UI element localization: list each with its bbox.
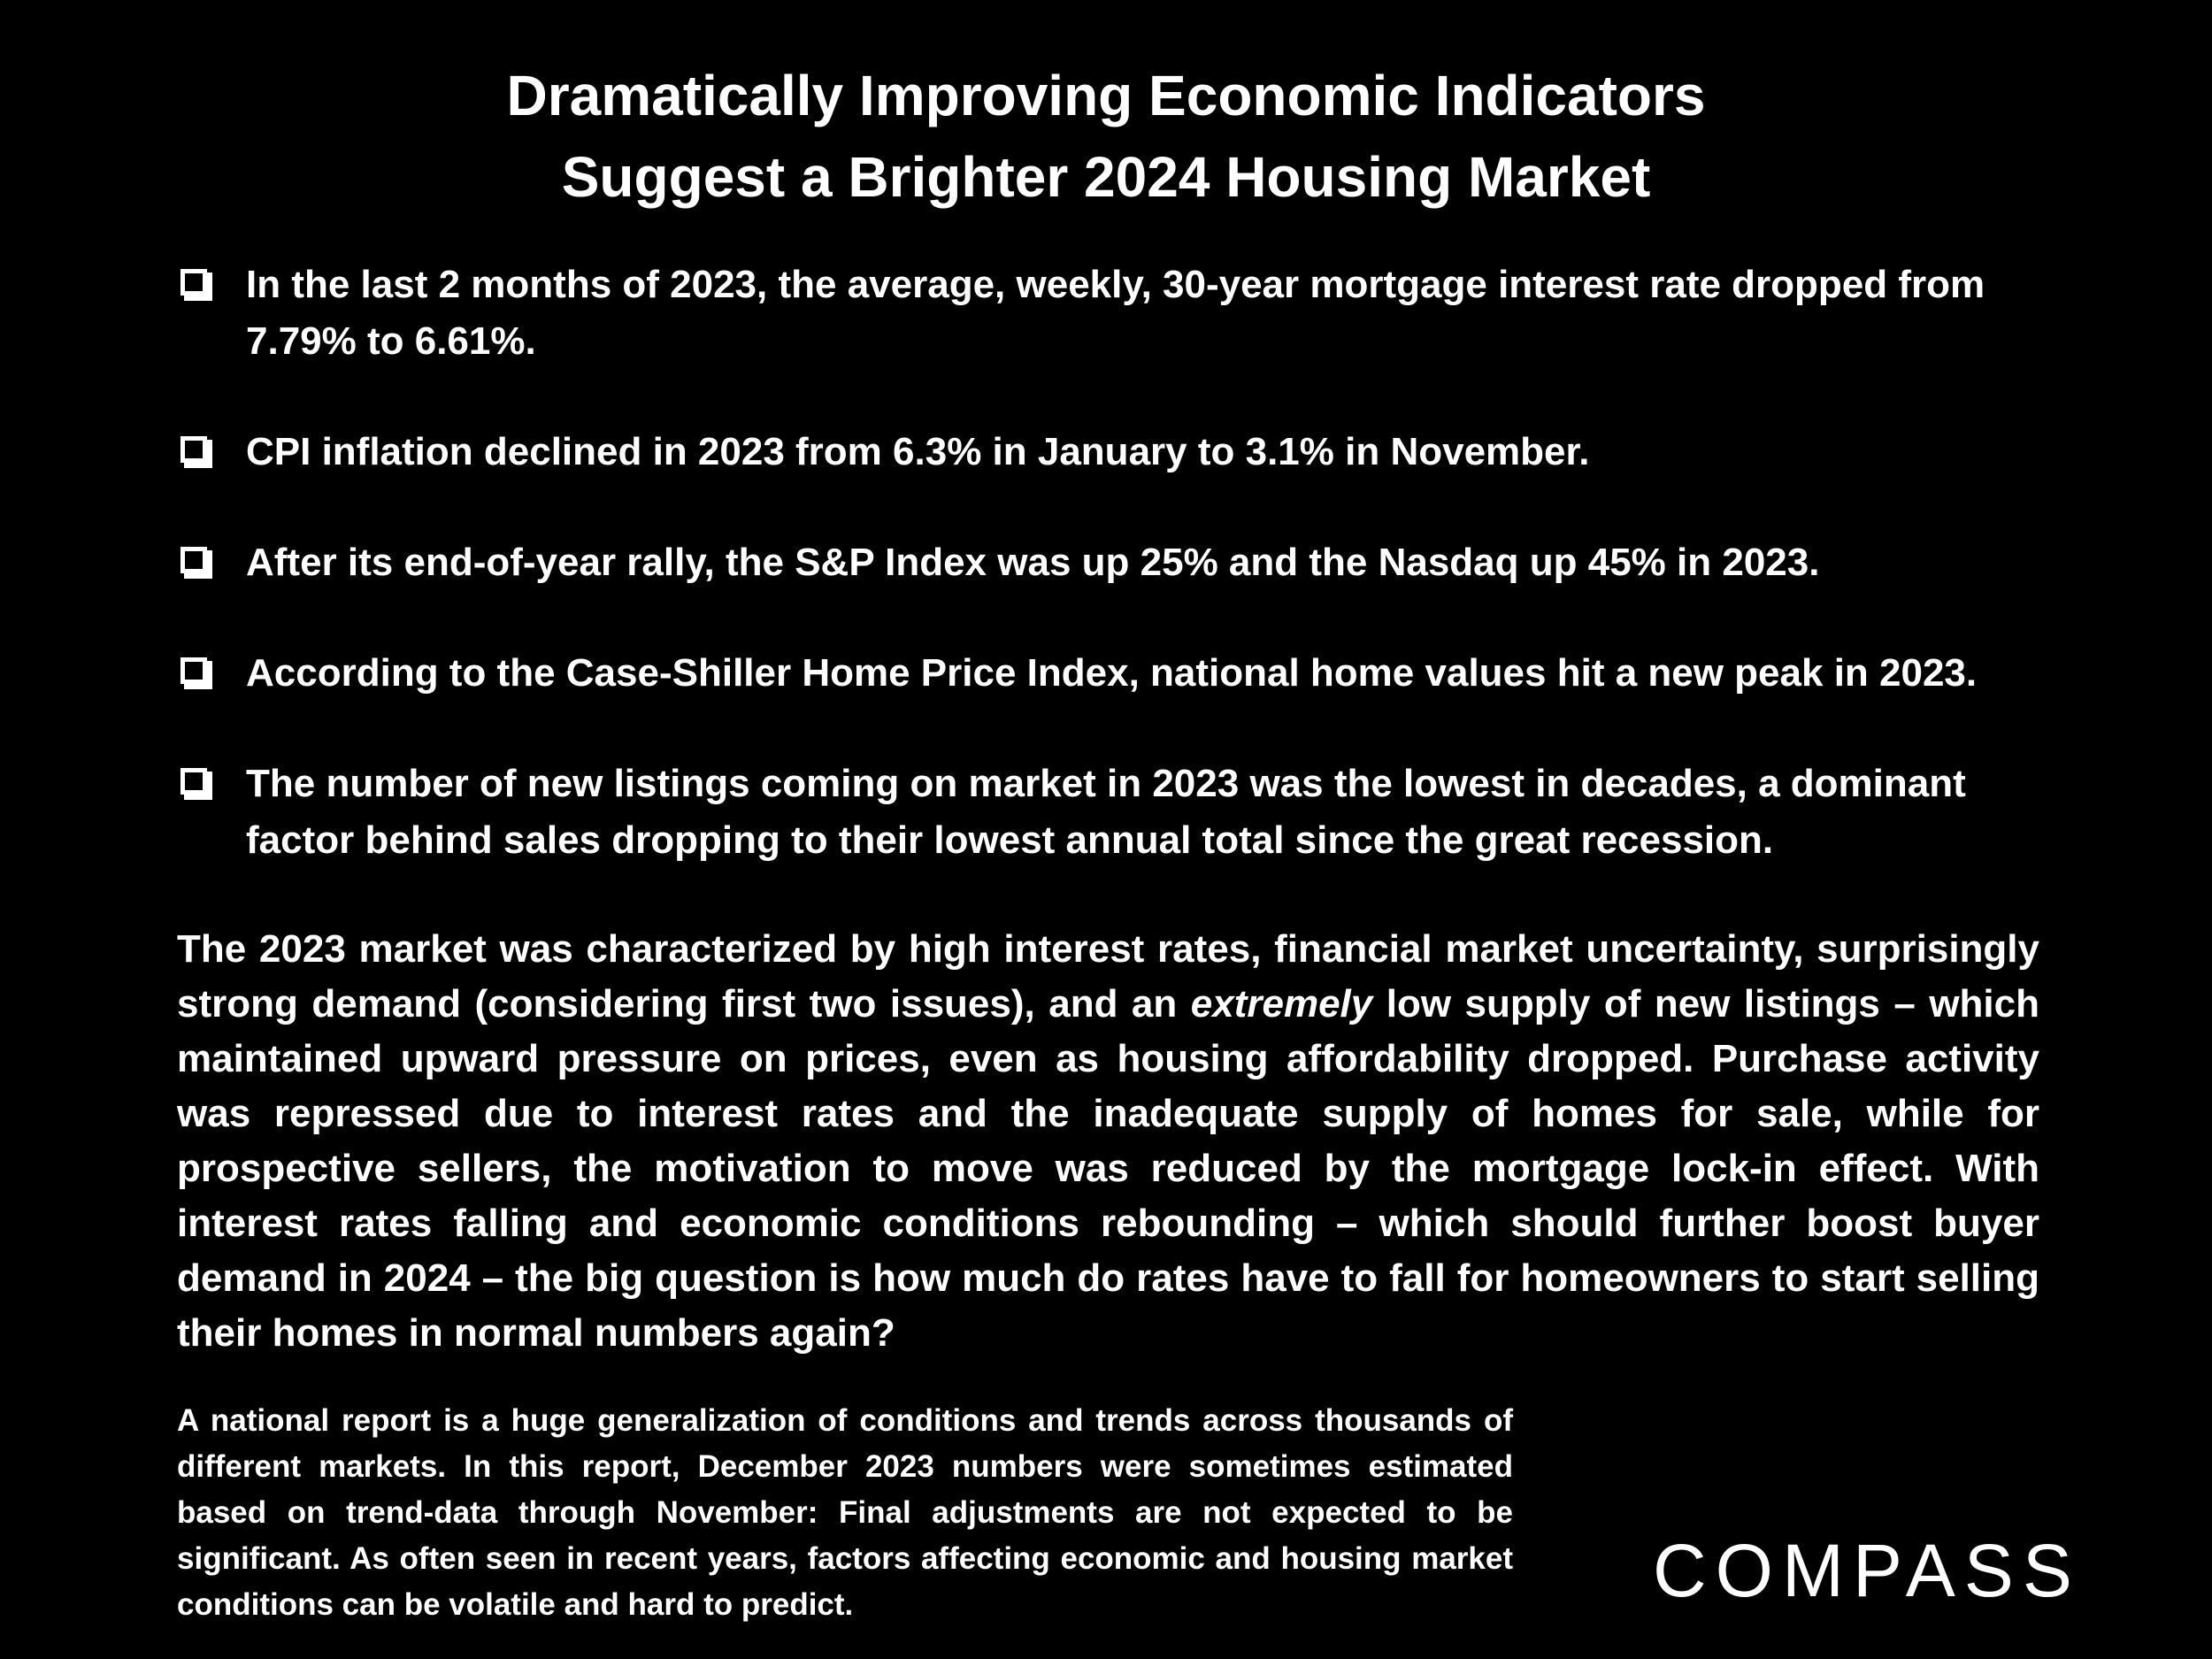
bullet-text: CPI inflation declined in 2023 from 6.3% in January to 3.1% in November.: [246, 430, 1590, 473]
bullet-text: The number of new listings coming on market in 2023 was the lowest in decades, a dominant factor behind sales dropping to their lowest annual total since the great recession.: [246, 762, 1966, 862]
bullet-item: [177, 756, 2062, 869]
bullet-list: [177, 257, 2062, 869]
checkbox-icon: [180, 436, 207, 463]
bullet-item: [177, 645, 2062, 702]
bullet-item: [177, 424, 2062, 480]
bullet-item: [177, 534, 2062, 591]
bullet-item: [177, 257, 2062, 370]
checkbox-icon: [180, 547, 207, 573]
summary-text-part-1: The 2023 market was characterized by high interest rates, financial market uncertainty, surprisingly strong demand (considering first two issues), and an: [177, 927, 2039, 1025]
bullet-text: After its end-of-year rally, the S&P Index was up 25% and the Nasdaq up 45% in 2023.: [246, 541, 1820, 584]
checkbox-icon: [180, 269, 207, 296]
compass-logo: COMPASS: [1653, 1529, 2081, 1612]
summary-text-part-2: low supply of new listings – which maintained upward pressure on prices, even as housing affordability dropped. Purchase activity was repressed due to interest rates and the inadequate supply of homes for sale, while for prospective sellers, the motivation to move was reduced by the mortgage lock-in effect. With interest rates falling and economic conditions rebounding – which should further boost buyer demand in 2024 – the big question is how much do rates have to fall for homeowners to start selling their homes in normal numbers again?: [177, 982, 2040, 1355]
page-title: [0, 55, 2212, 218]
checkbox-icon: [180, 768, 207, 795]
checkbox-icon: [180, 657, 207, 684]
disclaimer-text: A national report is a huge generalization of conditions and trends across thousands of different markets. In this report, December 2023 numbers were sometimes estimated based on trend-data through November: Final adjustments are not expected to be significant. As often seen in recent years, factors affecting economic and housing market conditions can be volatile and hard to predict.: [177, 1403, 1513, 1622]
summary-emphasis: extremely: [1190, 982, 1373, 1025]
title-line-1: Dramatically Improving Economic Indicators: [506, 64, 1706, 127]
summary-paragraph: [177, 922, 2039, 1361]
bullet-text: In the last 2 months of 2023, the average, weekly, 30-year mortgage interest rate dropped from 7.79% to 6.61%.: [246, 263, 1985, 363]
bullet-text: According to the Case-Shiller Home Price Index, national home values hit a new peak in 2023.: [246, 651, 1978, 695]
title-line-2: Suggest a Brighter 2024 Housing Market: [561, 145, 1651, 209]
